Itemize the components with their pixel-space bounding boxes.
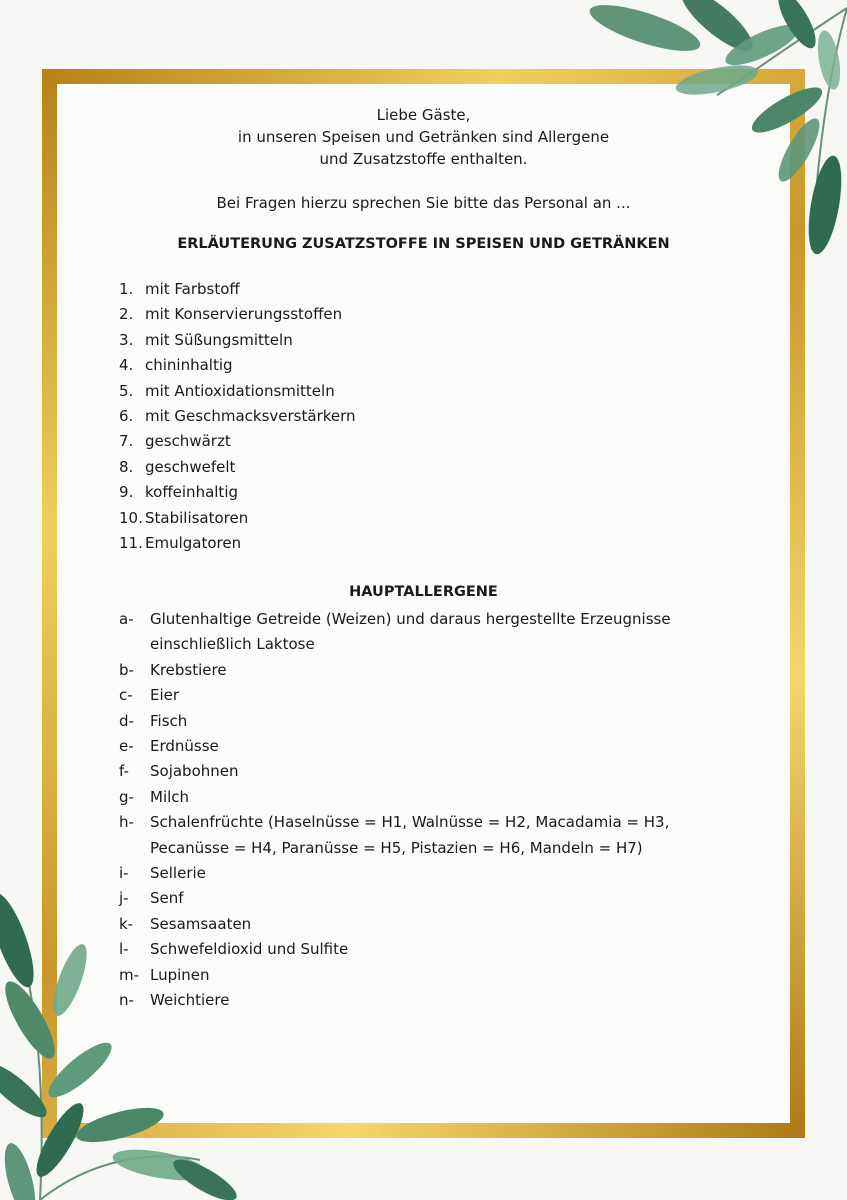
item-text: koffeinhaltig [145,483,239,502]
item-text: geschwefelt [145,457,236,476]
item-text: mit Konservierungsstoffen [145,305,343,324]
item-letter: i- [119,864,129,883]
item-letter: b- [119,660,134,679]
item-text: Stabilisatoren [145,508,249,527]
item-text: Milch [150,787,190,806]
allergen-item [119,937,710,962]
additive-item [119,329,356,354]
allergen-item [119,963,710,988]
item-number: 3. [119,330,134,349]
allergen-item [119,607,710,658]
item-text: Eier [150,686,180,705]
allergen-item [119,683,710,708]
allergen-item [119,759,710,784]
additives-list [119,278,356,557]
item-number: 10. [119,508,143,527]
intro-text [60,104,787,214]
additive-item [119,303,356,328]
allergen-item [119,912,710,937]
item-text: Lupinen [150,965,210,984]
item-text: Sesamsaaten [150,914,252,933]
item-text: Schwefeldioxid und Sulfite [150,940,349,959]
item-letter: l- [119,940,129,959]
additive-item [119,405,356,430]
item-text: Erdnüsse [150,737,219,756]
item-text: Senf [150,889,184,908]
item-number: 2. [119,305,134,324]
allergen-item [119,861,710,886]
item-text: chininhaltig [145,356,233,375]
allergen-item [119,988,710,1013]
item-text: Weichtiere [150,991,230,1010]
item-letter: m- [119,965,140,984]
item-letter: a- [119,610,134,628]
item-text: geschwärzt [145,432,231,451]
item-text: Schalenfrüchte (Haselnüsse = H1, Walnüsse = H2, Macadamia = H3, Pecanüsse = H4, Paranüsse = H5, Pistazien = H6, Mandeln = H7) [150,813,670,857]
item-letter: k- [119,914,134,933]
additives-heading: ERLÄUTERUNG ZUSATZSTOFFE IN SPEISEN UND GETRÄNKEN [177,236,670,252]
item-text: mit Antioxidationsmitteln [145,381,335,400]
item-number: 9. [119,483,134,502]
item-letter: h- [119,813,134,832]
item-number: 4. [119,356,134,375]
allergens-list [119,607,710,1014]
item-number: 6. [119,406,134,425]
additive-item [119,507,356,532]
item-letter: e- [119,737,134,756]
item-number: 1. [119,280,134,298]
additive-item [119,456,356,481]
additive-item [119,481,356,506]
item-letter: j- [119,889,129,908]
additive-item [119,380,356,405]
allergen-item [119,734,710,759]
intro-line: in unseren Speisen und Getränken sind Allergene [237,128,610,146]
item-text: mit Süßungsmitteln [145,330,293,349]
item-number: 11. [119,533,143,552]
allergen-item [119,810,710,861]
additive-item [119,278,356,303]
additive-item [119,532,356,557]
item-text: Emulgatoren [145,533,242,552]
allergen-item [119,886,710,911]
allergen-item [119,785,710,810]
greeting: Liebe Gäste, [376,106,471,124]
allergen-item [119,709,710,734]
item-number: 5. [119,381,134,400]
item-letter: d- [119,711,134,730]
staff-note: Bei Fragen hierzu sprechen Sie bitte das Personal an ... [216,194,631,212]
item-letter: g- [119,787,134,806]
item-text: mit Geschmacksverstärkern [145,406,356,425]
item-text: mit Farbstoff [145,280,240,298]
allergens-heading: HAUPTALLERGENE [349,584,498,600]
additive-item [119,430,356,455]
item-text: Fisch [150,711,188,730]
item-text: Sellerie [150,864,206,883]
item-text: Krebstiere [150,660,227,679]
item-letter: f- [119,762,129,781]
item-letter: c- [119,686,133,705]
additive-item [119,354,356,379]
item-number: 7. [119,432,134,451]
item-text: Glutenhaltige Getreide (Weizen) und daraus hergestellte Erzeugnisse einschließlich Laktose [150,610,671,654]
item-number: 8. [119,457,134,476]
item-letter: n- [119,991,134,1010]
item-text: Sojabohnen [150,762,239,781]
allergen-item [119,658,710,683]
intro-line: und Zusatzstoffe enthalten. [319,150,528,168]
